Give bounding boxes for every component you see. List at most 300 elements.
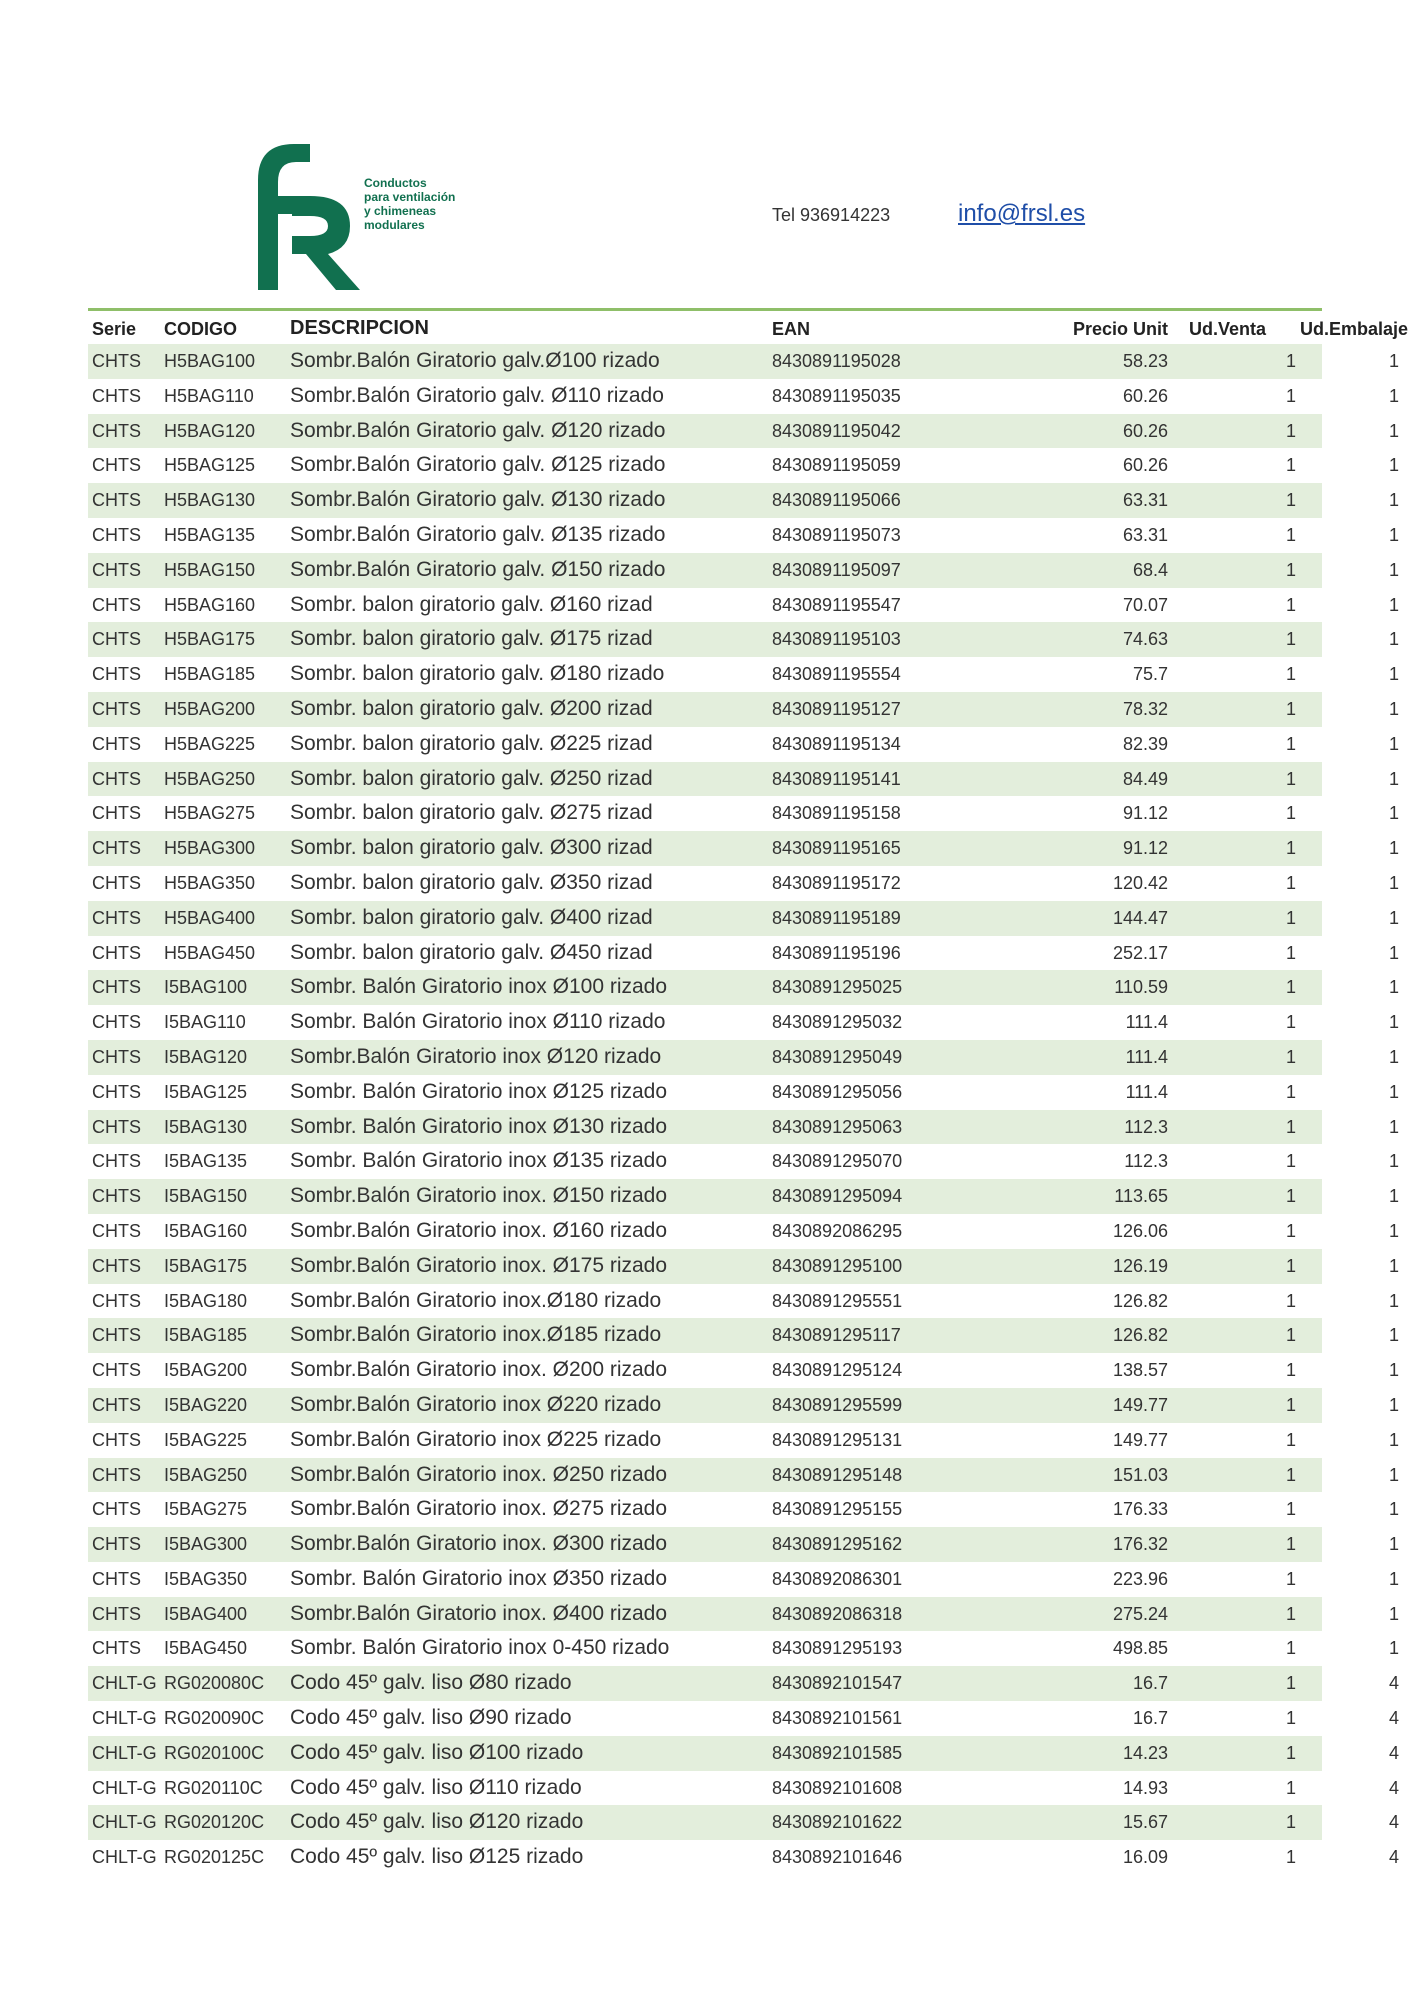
table-row <box>88 1631 1399 1666</box>
cell-venta: 1 <box>1285 1081 1296 1102</box>
cell-venta: 1 <box>1285 768 1296 789</box>
cell-embalaje: 1 <box>1388 1151 1399 1172</box>
cell-precio: 138.57 <box>1112 1360 1168 1381</box>
cell-descripcion: Codo 45º galv. liso Ø125 rizado <box>290 1845 584 1869</box>
cell-embalaje: 1 <box>1388 1394 1399 1415</box>
cell-embalaje: 1 <box>1388 1220 1399 1241</box>
cell-descripcion: Sombr.Balón Giratorio inox. Ø275 rizado <box>290 1497 668 1521</box>
table-row <box>88 1214 1399 1249</box>
table-row <box>88 936 1399 971</box>
cell-precio: 68.4 <box>1132 559 1168 580</box>
cell-embalaje: 1 <box>1388 385 1399 406</box>
cell-precio: 15.67 <box>1122 1812 1168 1833</box>
table-row <box>88 448 1399 483</box>
table-row <box>88 1353 1399 1388</box>
cell-codigo: H5BAG125 <box>164 455 256 476</box>
cell-embalaje: 4 <box>1388 1742 1399 1763</box>
cell-embalaje: 1 <box>1388 1081 1399 1102</box>
cell-venta: 1 <box>1285 1568 1296 1589</box>
cell-descripcion: Sombr. balon giratorio galv. Ø200 rizad <box>290 696 653 720</box>
cell-venta: 1 <box>1285 803 1296 824</box>
cell-embalaje: 1 <box>1388 559 1399 580</box>
cell-codigo: H5BAG275 <box>164 803 256 824</box>
cell-precio: 16.09 <box>1122 1847 1168 1868</box>
table-row <box>88 1458 1399 1493</box>
cell-serie: CHTS <box>92 768 141 789</box>
cell-ean: 8430891195066 <box>772 490 901 511</box>
cell-ean: 8430891195097 <box>772 559 901 580</box>
cell-serie: CHTS <box>92 942 141 963</box>
cell-precio: 112.3 <box>1124 1116 1168 1137</box>
cell-precio: 63.31 <box>1122 490 1168 511</box>
cell-descripcion: Sombr.Balón Giratorio galv. Ø125 rizado <box>290 453 666 477</box>
cell-ean: 8430891195547 <box>772 594 901 615</box>
cell-venta: 1 <box>1285 838 1296 859</box>
cell-venta: 1 <box>1285 1429 1296 1450</box>
cell-serie: CHTS <box>92 1499 141 1520</box>
cell-codigo: I5BAG185 <box>164 1325 248 1346</box>
cell-codigo: I5BAG125 <box>164 1081 248 1102</box>
cell-descripcion: Sombr.Balón Giratorio inox.Ø180 rizado <box>290 1288 662 1312</box>
cell-venta: 1 <box>1285 733 1296 754</box>
cell-ean: 8430891195028 <box>772 351 901 371</box>
cell-ean: 8430891195134 <box>772 733 901 754</box>
cell-venta: 1 <box>1285 1638 1296 1659</box>
cell-ean: 8430891295124 <box>772 1360 903 1381</box>
cell-descripcion: Sombr. balon giratorio galv. Ø250 rizad <box>290 766 653 790</box>
cell-venta: 1 <box>1285 872 1296 893</box>
cell-embalaje: 1 <box>1388 1429 1399 1450</box>
cell-precio: 78.32 <box>1122 698 1168 719</box>
table-row <box>88 1771 1399 1806</box>
cell-embalaje: 1 <box>1388 1290 1399 1311</box>
table-row <box>88 379 1399 414</box>
cell-precio: 120.42 <box>1112 872 1168 893</box>
cell-codigo: H5BAG250 <box>164 768 256 789</box>
cell-precio: 60.26 <box>1122 420 1168 441</box>
cell-precio: 82.39 <box>1122 733 1168 754</box>
cell-ean: 8430892101622 <box>772 1812 903 1833</box>
table-row <box>88 901 1399 936</box>
cell-embalaje: 1 <box>1388 1499 1399 1520</box>
cell-serie: CHTS <box>92 594 141 615</box>
cell-descripcion: Codo 45º galv. liso Ø80 rizado <box>290 1671 572 1695</box>
cell-precio: 60.26 <box>1122 385 1168 406</box>
cell-venta: 1 <box>1285 594 1296 615</box>
price-table <box>88 308 1408 1875</box>
cell-serie: CHLT-G <box>92 1812 157 1833</box>
table-row <box>88 1597 1399 1632</box>
cell-descripcion: Sombr.Balón Giratorio inox Ø220 rizado <box>290 1392 662 1416</box>
cell-embalaje: 1 <box>1388 455 1399 476</box>
cell-descripcion: Sombr.Balón Giratorio galv. Ø130 rizado <box>290 488 666 512</box>
header-ean: EAN <box>772 319 811 339</box>
cell-ean: 8430891295162 <box>772 1534 903 1555</box>
cell-serie: CHTS <box>92 1046 141 1067</box>
cell-embalaje: 4 <box>1388 1777 1399 1798</box>
cell-codigo: I5BAG250 <box>164 1464 248 1485</box>
cell-precio: 498.85 <box>1112 1638 1168 1659</box>
table-row <box>88 1040 1399 1075</box>
cell-embalaje: 1 <box>1388 977 1399 998</box>
table-row <box>88 1736 1399 1771</box>
cell-embalaje: 1 <box>1388 838 1399 859</box>
cell-ean: 8430891295599 <box>772 1394 903 1415</box>
cell-ean: 8430892086318 <box>772 1603 903 1624</box>
cell-venta: 1 <box>1285 698 1296 719</box>
cell-codigo: H5BAG300 <box>164 838 256 859</box>
cell-ean: 8430891295193 <box>772 1638 903 1659</box>
cell-descripcion: Sombr. Balón Giratorio inox Ø135 rizado <box>290 1149 668 1173</box>
cell-codigo: I5BAG175 <box>164 1255 248 1276</box>
cell-precio: 75.7 <box>1132 664 1168 685</box>
cell-precio: 176.32 <box>1112 1534 1168 1555</box>
cell-precio: 113.65 <box>1114 1186 1168 1207</box>
table-row <box>88 1666 1399 1701</box>
cell-descripcion: Sombr.Balón Giratorio inox. Ø160 rizado <box>290 1218 668 1242</box>
cell-descripcion: Sombr. balon giratorio galv. Ø225 rizad <box>290 731 653 755</box>
cell-codigo: H5BAG350 <box>164 872 256 893</box>
cell-serie: CHTS <box>92 907 141 928</box>
cell-ean: 8430891295070 <box>772 1151 903 1172</box>
cell-venta: 1 <box>1285 524 1296 545</box>
cell-embalaje: 1 <box>1388 872 1399 893</box>
cell-venta: 1 <box>1285 977 1296 998</box>
table-row <box>88 1805 1399 1840</box>
cell-ean: 8430891295049 <box>772 1046 903 1067</box>
cell-serie: CHTS <box>92 664 141 685</box>
table-row <box>88 1005 1399 1040</box>
table-row <box>88 1179 1399 1214</box>
cell-descripcion: Sombr. Balón Giratorio inox 0-450 rizado <box>290 1636 670 1660</box>
cell-codigo: I5BAG110 <box>164 1012 246 1033</box>
cell-precio: 14.93 <box>1122 1777 1168 1798</box>
cell-descripcion: Sombr. balon giratorio galv. Ø400 rizad <box>290 905 653 929</box>
cell-descripcion: Sombr.Balón Giratorio inox Ø225 rizado <box>290 1427 662 1451</box>
cell-codigo: RG020120C <box>164 1812 265 1833</box>
cell-precio: 111.4 <box>1125 1081 1168 1102</box>
table-row <box>88 1284 1399 1319</box>
table-row <box>88 1701 1399 1736</box>
cell-ean: 8430891295063 <box>772 1116 903 1137</box>
cell-serie: CHTS <box>92 803 141 824</box>
cell-descripcion: Sombr.Balón Giratorio inox. Ø300 rizado <box>290 1532 668 1556</box>
cell-serie: CHTS <box>92 1394 141 1415</box>
cell-venta: 1 <box>1285 629 1296 650</box>
cell-precio: 126.06 <box>1112 1220 1168 1241</box>
cell-descripcion: Sombr. Balón Giratorio inox Ø110 rizado <box>290 1010 666 1034</box>
cell-descripcion: Sombr. balon giratorio galv. Ø175 rizad <box>290 627 653 651</box>
cell-venta: 1 <box>1285 351 1296 371</box>
cell-venta: 1 <box>1285 490 1296 511</box>
table-row <box>88 1388 1399 1423</box>
cell-codigo: I5BAG130 <box>164 1116 248 1137</box>
cell-serie: CHTS <box>92 838 141 859</box>
cell-serie: CHTS <box>92 1638 141 1659</box>
cell-serie: CHTS <box>92 1116 141 1137</box>
cell-ean: 8430891295551 <box>772 1290 903 1311</box>
cell-descripcion: Sombr.Balón Giratorio galv. Ø135 rizado <box>290 522 666 546</box>
fr-logo-icon <box>252 140 362 290</box>
table-row <box>88 1075 1399 1110</box>
cell-embalaje: 1 <box>1388 1046 1399 1067</box>
cell-ean: 8430892101547 <box>772 1673 903 1694</box>
cell-codigo: RG020080C <box>164 1673 265 1694</box>
cell-ean: 8430891195172 <box>772 872 901 893</box>
cell-descripcion: Sombr. balon giratorio galv. Ø160 rizad <box>290 592 653 616</box>
phone-number: Tel 936914223 <box>772 205 891 225</box>
cell-precio: 74.63 <box>1122 629 1168 650</box>
cell-codigo: I5BAG160 <box>164 1220 248 1241</box>
cell-descripcion: Sombr. balon giratorio galv. Ø450 rizad <box>290 940 653 964</box>
cell-venta: 1 <box>1285 1777 1296 1798</box>
cell-precio: 14.23 <box>1122 1742 1168 1763</box>
cell-serie: CHTS <box>92 524 141 545</box>
cell-embalaje: 1 <box>1388 490 1399 511</box>
cell-precio: 16.7 <box>1132 1673 1168 1694</box>
cell-serie: CHTS <box>92 698 141 719</box>
cell-venta: 1 <box>1285 1290 1296 1311</box>
cell-codigo: RG020100C <box>164 1742 265 1763</box>
cell-embalaje: 1 <box>1388 420 1399 441</box>
cell-embalaje: 1 <box>1388 803 1399 824</box>
cell-serie: CHLT-G <box>92 1847 157 1868</box>
cell-serie: CHLT-G <box>92 1742 157 1763</box>
cell-precio: 111.4 <box>1125 1046 1168 1067</box>
cell-venta: 1 <box>1285 385 1296 406</box>
cell-ean: 8430892086295 <box>772 1220 903 1241</box>
cell-embalaje: 1 <box>1388 351 1399 371</box>
cell-serie: CHTS <box>92 1186 141 1207</box>
cell-ean: 8430891195196 <box>772 942 901 963</box>
cell-serie: CHTS <box>92 1081 141 1102</box>
cell-precio: 91.12 <box>1122 803 1168 824</box>
cell-codigo: H5BAG175 <box>164 629 256 650</box>
cell-codigo: H5BAG450 <box>164 942 256 963</box>
cell-codigo: I5BAG300 <box>164 1534 248 1555</box>
cell-serie: CHTS <box>92 1568 141 1589</box>
cell-descripcion: Sombr.Balón Giratorio inox.Ø185 rizado <box>290 1323 662 1347</box>
cell-descripcion: Codo 45º galv. liso Ø100 rizado <box>290 1740 584 1764</box>
cell-descripcion: Sombr.Balón Giratorio galv. Ø150 rizado <box>290 557 666 581</box>
table-body <box>88 344 1399 1875</box>
cell-venta: 1 <box>1285 1360 1296 1381</box>
cell-ean: 8430891195127 <box>772 698 901 719</box>
cell-descripcion: Sombr.Balón Giratorio galv. Ø110 rizado <box>290 383 664 407</box>
table-row <box>88 553 1399 588</box>
cell-ean: 8430891295056 <box>772 1081 903 1102</box>
cell-ean: 8430891195158 <box>772 803 901 824</box>
cell-embalaje: 1 <box>1388 1255 1399 1276</box>
cell-codigo: H5BAG160 <box>164 594 256 615</box>
cell-ean: 8430891295131 <box>772 1429 903 1450</box>
cell-serie: CHTS <box>92 1603 141 1624</box>
company-logo <box>252 140 502 290</box>
header-precio: Precio Unit <box>1072 319 1168 339</box>
cell-descripcion: Sombr. Balón Giratorio inox Ø350 rizado <box>290 1566 668 1590</box>
header-serie: Serie <box>92 319 137 339</box>
cell-embalaje: 1 <box>1388 733 1399 754</box>
cell-venta: 1 <box>1285 1603 1296 1624</box>
cell-venta: 1 <box>1285 1394 1296 1415</box>
table-row <box>88 483 1399 518</box>
cell-descripcion: Sombr.Balón Giratorio inox. Ø175 rizado <box>290 1253 668 1277</box>
cell-embalaje: 1 <box>1388 698 1399 719</box>
cell-codigo: H5BAG150 <box>164 559 256 580</box>
cell-precio: 149.77 <box>1112 1394 1168 1415</box>
table-row <box>88 970 1399 1005</box>
cell-ean: 8430891195059 <box>772 455 901 476</box>
header-descripcion: DESCRIPCION <box>290 317 429 339</box>
cell-codigo: H5BAG110 <box>164 385 254 406</box>
cell-codigo: H5BAG100 <box>164 351 256 371</box>
cell-codigo: H5BAG185 <box>164 664 256 685</box>
cell-embalaje: 1 <box>1388 594 1399 615</box>
cell-ean: 8430891195073 <box>772 524 901 545</box>
cell-ean: 8430891295100 <box>772 1255 903 1276</box>
cell-precio: 60.26 <box>1122 455 1168 476</box>
table-row <box>88 1318 1399 1353</box>
cell-serie: CHTS <box>92 1429 141 1450</box>
table-row <box>88 1492 1399 1527</box>
cell-ean: 8430892101585 <box>772 1742 903 1763</box>
cell-precio: 110.59 <box>1114 977 1168 998</box>
cell-serie: CHTS <box>92 629 141 650</box>
cell-venta: 1 <box>1285 1499 1296 1520</box>
table-row <box>88 588 1399 623</box>
cell-precio: 91.12 <box>1122 838 1168 859</box>
cell-codigo: H5BAG400 <box>164 907 256 928</box>
cell-serie: CHLT-G <box>92 1708 157 1729</box>
table-row <box>88 622 1399 657</box>
cell-venta: 1 <box>1285 907 1296 928</box>
cell-venta: 1 <box>1285 1046 1296 1067</box>
cell-serie: CHTS <box>92 977 141 998</box>
cell-ean: 8430892101608 <box>772 1777 903 1798</box>
cell-descripcion: Sombr.Balón Giratorio inox. Ø150 rizado <box>290 1184 668 1208</box>
cell-precio: 252.17 <box>1112 942 1168 963</box>
cell-precio: 70.07 <box>1122 594 1168 615</box>
cell-codigo: H5BAG225 <box>164 733 256 754</box>
cell-ean: 8430891195103 <box>772 629 901 650</box>
cell-embalaje: 1 <box>1388 629 1399 650</box>
cell-codigo: RG020110C <box>164 1777 263 1798</box>
cell-codigo: H5BAG130 <box>164 490 256 511</box>
table-header <box>88 308 1408 344</box>
cell-venta: 1 <box>1285 1012 1296 1033</box>
cell-embalaje: 1 <box>1388 1360 1399 1381</box>
cell-ean: 8430891295094 <box>772 1186 903 1207</box>
cell-ean: 8430891295155 <box>772 1499 903 1520</box>
cell-embalaje: 1 <box>1388 942 1399 963</box>
cell-serie: CHTS <box>92 1325 141 1346</box>
cell-descripcion: Sombr.Balón Giratorio galv. Ø120 rizado <box>290 418 666 442</box>
table-row <box>88 1562 1399 1597</box>
cell-descripcion: Sombr. balon giratorio galv. Ø300 rizad <box>290 836 653 860</box>
table-row <box>88 414 1399 449</box>
cell-embalaje: 1 <box>1388 1012 1399 1033</box>
table-row <box>88 1249 1399 1284</box>
cell-venta: 1 <box>1285 1255 1296 1276</box>
cell-ean: 8430891195165 <box>772 838 901 859</box>
cell-venta: 1 <box>1285 1464 1296 1485</box>
cell-embalaje: 4 <box>1388 1847 1399 1868</box>
table-row <box>88 692 1399 727</box>
header-embalaje: Ud.Embalaje <box>1299 319 1408 339</box>
cell-codigo: I5BAG220 <box>164 1394 248 1415</box>
cell-precio: 176.33 <box>1112 1499 1168 1520</box>
cell-descripcion: Sombr. balon giratorio galv. Ø350 rizad <box>290 870 653 894</box>
cell-descripcion: Sombr. balon giratorio galv. Ø180 rizado <box>290 662 665 686</box>
cell-ean: 8430891295025 <box>772 977 903 998</box>
cell-embalaje: 1 <box>1388 1568 1399 1589</box>
cell-precio: 275.24 <box>1112 1603 1168 1624</box>
cell-precio: 112.3 <box>1124 1151 1168 1172</box>
cell-precio: 126.82 <box>1112 1290 1168 1311</box>
table-row <box>88 727 1399 762</box>
cell-serie: CHTS <box>92 733 141 754</box>
cell-codigo: I5BAG200 <box>164 1360 248 1381</box>
cell-codigo: I5BAG275 <box>164 1499 248 1520</box>
cell-codigo: I5BAG100 <box>164 977 248 998</box>
cell-codigo: I5BAG120 <box>164 1046 248 1067</box>
cell-codigo: RG020090C <box>164 1708 265 1729</box>
cell-embalaje: 4 <box>1388 1708 1399 1729</box>
cell-serie: CHTS <box>92 1360 141 1381</box>
cell-serie: CHTS <box>92 420 141 441</box>
cell-ean: 8430891295032 <box>772 1012 903 1033</box>
table-row <box>88 831 1399 866</box>
cell-codigo: H5BAG135 <box>164 524 256 545</box>
cell-ean: 8430891295148 <box>772 1464 903 1485</box>
cell-venta: 1 <box>1285 1812 1296 1833</box>
cell-descripcion: Sombr.Balón Giratorio galv.Ø100 rizado <box>290 349 660 372</box>
table-row <box>88 796 1399 831</box>
cell-serie: CHTS <box>92 1464 141 1485</box>
cell-embalaje: 1 <box>1388 524 1399 545</box>
cell-codigo: I5BAG225 <box>164 1429 248 1450</box>
cell-serie: CHTS <box>92 1220 141 1241</box>
cell-descripcion: Sombr.Balón Giratorio inox Ø120 rizado <box>290 1044 662 1068</box>
cell-precio: 144.47 <box>1112 907 1168 928</box>
cell-precio: 111.4 <box>1125 1012 1168 1033</box>
cell-serie: CHLT-G <box>92 1777 157 1798</box>
cell-serie: CHTS <box>92 385 141 406</box>
cell-serie: CHTS <box>92 490 141 511</box>
cell-descripcion: Sombr. Balón Giratorio inox Ø100 rizado <box>290 975 668 999</box>
cell-embalaje: 1 <box>1388 768 1399 789</box>
cell-precio: 63.31 <box>1122 524 1168 545</box>
cell-codigo: I5BAG135 <box>164 1151 248 1172</box>
logo-tagline: Conductos para ventilación y chimeneas modulares <box>364 176 456 232</box>
cell-embalaje: 1 <box>1388 1464 1399 1485</box>
table-row <box>88 1110 1399 1145</box>
cell-precio: 223.96 <box>1112 1568 1168 1589</box>
header-venta: Ud.Venta <box>1188 319 1266 339</box>
cell-venta: 1 <box>1285 1325 1296 1346</box>
cell-codigo: I5BAG450 <box>164 1638 248 1659</box>
cell-descripcion: Sombr. balon giratorio galv. Ø275 rizad <box>290 801 653 825</box>
email-link[interactable]: info@frsl.es <box>958 200 1086 227</box>
cell-serie: CHTS <box>92 1534 141 1555</box>
table-row <box>88 1527 1399 1562</box>
cell-descripcion: Sombr.Balón Giratorio inox. Ø250 rizado <box>290 1462 668 1486</box>
cell-ean: 8430891295117 <box>772 1325 901 1346</box>
cell-embalaje: 1 <box>1388 1116 1399 1137</box>
cell-embalaje: 1 <box>1388 1325 1399 1346</box>
cell-embalaje: 1 <box>1388 1638 1399 1659</box>
table-row <box>88 1423 1399 1458</box>
